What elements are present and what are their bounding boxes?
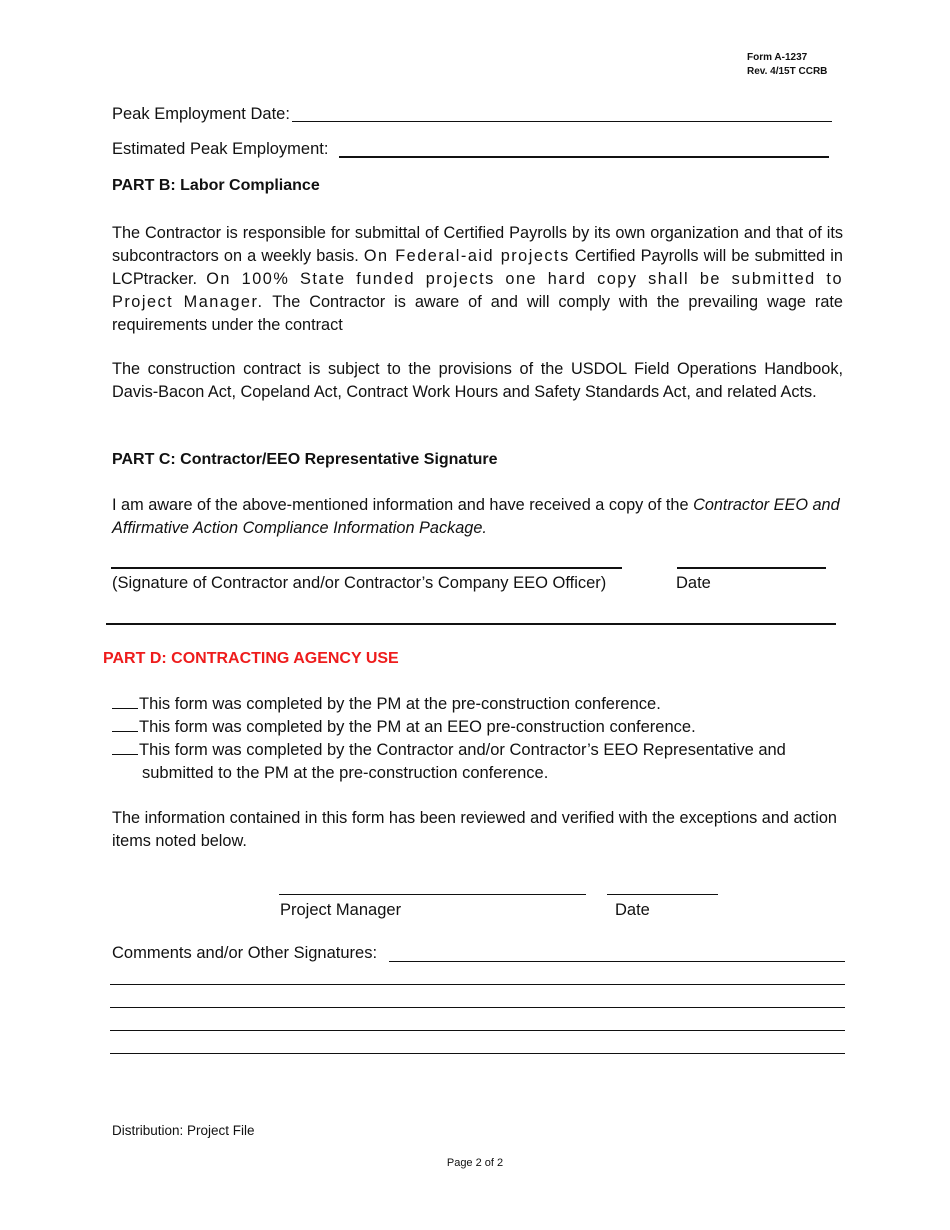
option-1-checkbox[interactable] xyxy=(112,694,138,709)
option-row-1 xyxy=(112,693,661,716)
part-b-paragraph-1 xyxy=(112,222,843,337)
pm-date-line[interactable] xyxy=(607,894,718,895)
part-b-heading: PART B: Labor Compliance xyxy=(112,177,320,194)
comments-line-1[interactable] xyxy=(389,961,845,962)
part-b-paragraph-2: The construction contract is subject to the provisions of the USDOL Field Operations Handbook, Davis-Bacon Act, Copeland Act, Contract Work Hours and Safety Standards Act, and related Acts. xyxy=(112,360,843,401)
form-revision: Rev. 4/15T CCRB xyxy=(747,66,828,77)
contractor-date-label: Date xyxy=(676,574,711,592)
part-b-text-e: The Contractor is aware of and will comply with the prevailing wage rate requirements under the contract xyxy=(112,293,843,334)
part-b-text-a: The Contractor is responsible for submittal of Certified Payrolls by its own organization and that of its subcontractors on a weekly basis. xyxy=(112,224,843,265)
part-d-heading: PART D: CONTRACTING AGENCY USE xyxy=(103,650,399,667)
part-b-text-b: On Federal-aid projects xyxy=(363,247,570,265)
page-number: Page 2 of 2 xyxy=(446,1157,504,1169)
peak-employment-date-field[interactable] xyxy=(292,121,832,122)
option-3-continued: submitted to the PM at the pre-construction conference. xyxy=(142,764,549,782)
part-c-statement-text: I am aware of the above-mentioned information and have received a copy of the xyxy=(112,496,689,514)
option-3-checkbox[interactable] xyxy=(112,740,138,755)
pm-date-label: Date xyxy=(615,901,650,919)
option-2-label: This form was completed by the PM at an EEO pre-construction conference. xyxy=(139,718,696,736)
contractor-date-line[interactable] xyxy=(677,567,826,569)
distribution-note: Distribution: Project File xyxy=(112,1123,255,1138)
option-row-3 xyxy=(112,739,786,762)
review-statement: The information contained in this form has been reviewed and verified with the exceptions and action items noted below. xyxy=(112,809,837,850)
contractor-signature-label: (Signature of Contractor and/or Contractor’s Company EEO Officer) xyxy=(112,574,607,592)
option-row-2 xyxy=(112,716,696,739)
option-2-checkbox[interactable] xyxy=(112,717,138,732)
pm-signature-line[interactable] xyxy=(279,894,586,895)
part-b-text-c: Certified Payrolls will be submitted in LCPtracker. xyxy=(112,247,843,288)
comments-line-2[interactable] xyxy=(110,984,845,985)
part-c-heading: PART C: Contractor/EEO Representative Signature xyxy=(112,451,498,468)
estimated-peak-employment-label: Estimated Peak Employment: xyxy=(112,140,329,158)
section-divider xyxy=(106,623,836,625)
comments-label: Comments and/or Other Signatures: xyxy=(112,944,378,962)
part-b-text-d: On 100% State funded projects one hard copy shall be submitted to Project Manager. xyxy=(112,270,843,311)
comments-line-3[interactable] xyxy=(110,1007,845,1008)
peak-employment-date-label: Peak Employment Date: xyxy=(112,105,290,123)
contractor-signature-line[interactable] xyxy=(111,567,622,569)
comments-line-4[interactable] xyxy=(110,1030,845,1031)
form-number: Form A-1237 xyxy=(747,52,808,63)
option-3-label: This form was completed by the Contractor and/or Contractor’s EEO Representative and xyxy=(139,741,786,759)
comments-line-5[interactable] xyxy=(110,1053,845,1054)
part-c-package-title: Contractor EEO and Affirmative Action Compliance Information Package. xyxy=(112,496,840,537)
option-1-label: This form was completed by the PM at the pre-construction conference. xyxy=(139,695,661,713)
estimated-peak-employment-field[interactable] xyxy=(339,156,829,158)
part-c-statement xyxy=(112,494,840,540)
project-manager-label: Project Manager xyxy=(280,901,402,919)
